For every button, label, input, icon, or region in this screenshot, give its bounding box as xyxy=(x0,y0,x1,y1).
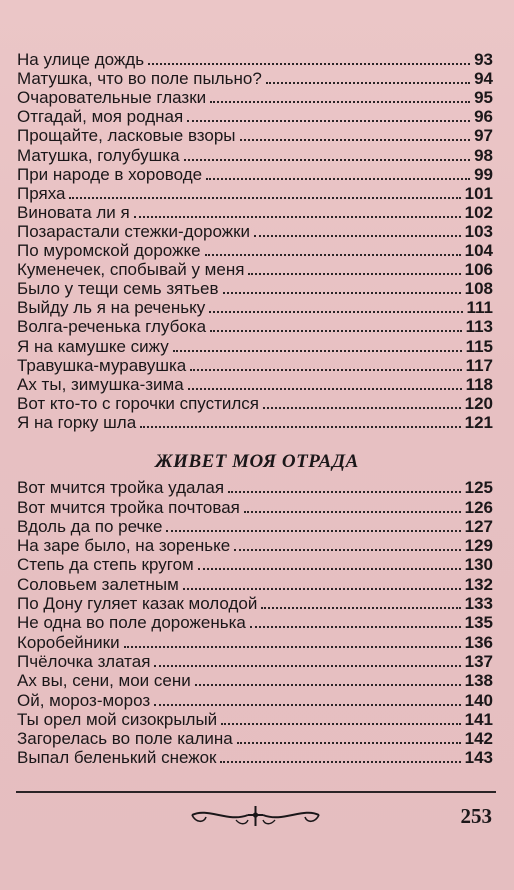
toc-entry-page: 106 xyxy=(464,260,493,280)
dot-leader xyxy=(220,760,460,763)
toc-entry xyxy=(17,317,493,336)
toc-entry-title: Отгадай, моя родная xyxy=(17,107,184,127)
toc-entry xyxy=(17,203,493,222)
toc-entry-page: 120 xyxy=(464,393,493,413)
toc-entry-page: 101 xyxy=(464,183,493,203)
dot-leader xyxy=(154,664,460,667)
toc-entry-page: 117 xyxy=(465,355,493,375)
toc-entry-page: 126 xyxy=(464,497,493,517)
toc-entry-title: Соловьем залетным xyxy=(17,574,179,594)
toc-entry-page: 99 xyxy=(474,164,493,184)
toc-entry xyxy=(17,478,493,497)
toc-entry-title: Ой, мороз-мороз xyxy=(17,690,151,710)
dot-leader xyxy=(248,272,460,275)
toc-entry-title: Я на камушке сижу xyxy=(17,336,169,356)
toc-entry-title: Степь да степь кругом xyxy=(17,555,194,575)
dot-leader xyxy=(237,741,461,744)
dot-leader xyxy=(210,100,470,103)
dot-leader xyxy=(250,625,461,628)
dot-leader xyxy=(195,683,461,686)
toc-entry-title: Пчёлочка златая xyxy=(17,651,151,671)
dot-leader xyxy=(263,406,461,409)
toc-entry-title: Позарастали стежки-дорожки xyxy=(17,221,251,241)
toc-entry xyxy=(17,88,493,107)
dot-leader xyxy=(184,158,471,161)
toc-entry-page: 138 xyxy=(464,671,493,691)
toc-entry xyxy=(17,69,493,88)
toc-entry-title: Пряха xyxy=(17,183,66,203)
toc-entry xyxy=(17,394,493,413)
toc-entry-page: 143 xyxy=(464,748,493,768)
toc-entry xyxy=(17,184,493,203)
toc-entry xyxy=(17,298,493,317)
toc-entry-page: 111 xyxy=(466,298,493,318)
toc-entry-title: Было у тещи семь зятьев xyxy=(17,279,219,299)
toc-entry-title: Вдоль да по речке xyxy=(17,516,163,536)
toc-entry xyxy=(17,145,493,164)
toc-entry-page: 108 xyxy=(464,279,493,299)
toc-entry-title: Матушка, что во поле пыльно? xyxy=(17,69,262,89)
dot-leader xyxy=(234,548,460,551)
toc-entry xyxy=(17,555,493,574)
dot-leader xyxy=(183,587,461,590)
toc-entry-page: 142 xyxy=(464,729,493,749)
page-number: 253 xyxy=(460,804,492,828)
toc-entry-title: На улице дождь xyxy=(17,50,145,70)
dot-leader xyxy=(244,510,461,513)
table-of-contents xyxy=(17,50,493,432)
toc-entry xyxy=(17,375,493,394)
footer-rule xyxy=(16,791,496,793)
toc-entry-page: 125 xyxy=(464,478,493,498)
toc-entry-title: Волга-реченька глубока xyxy=(17,317,207,337)
dot-leader xyxy=(124,645,461,648)
dot-leader xyxy=(206,177,470,180)
toc-entry-title: Виновата ли я xyxy=(17,202,130,222)
dot-leader xyxy=(173,349,462,352)
dot-leader xyxy=(261,606,460,609)
toc-entry-title: Выйду ль я на реченьку xyxy=(17,298,206,318)
dot-leader xyxy=(198,567,461,570)
toc-entry xyxy=(17,710,493,729)
toc-entry xyxy=(17,613,493,632)
toc-entry-page: 96 xyxy=(474,107,493,127)
dot-leader xyxy=(240,138,471,141)
dot-leader xyxy=(221,722,460,725)
toc-entry-page: 135 xyxy=(464,613,493,633)
toc-entry xyxy=(17,594,493,613)
dot-leader xyxy=(190,368,461,371)
toc-entry xyxy=(17,413,493,432)
toc-entry-title: При народе в хороводе xyxy=(17,164,203,184)
toc-entry-title: Выпал беленький снежок xyxy=(17,748,217,768)
toc-entry-title: Не одна во поле дороженька xyxy=(17,613,246,633)
toc-entry-title: По муромской дорожке xyxy=(17,241,201,261)
toc-entry xyxy=(17,107,493,126)
dot-leader xyxy=(69,196,460,199)
toc-entry xyxy=(17,336,493,355)
toc-entry-page: 127 xyxy=(464,516,493,536)
toc-entry-page: 102 xyxy=(464,202,493,222)
dot-leader xyxy=(266,81,470,84)
table-of-contents-section xyxy=(17,478,493,767)
toc-entry-title: Коробейники xyxy=(17,632,120,652)
toc-entry xyxy=(17,652,493,671)
toc-entry-page: 129 xyxy=(464,536,493,556)
dot-leader xyxy=(223,291,461,294)
toc-entry-title: Матушка, голубушка xyxy=(17,145,180,165)
toc-entry-title: Куменечек, спобывай у меня xyxy=(17,260,245,280)
toc-entry-title: Я на горку шла xyxy=(17,412,137,432)
toc-entry xyxy=(17,690,493,709)
dot-leader xyxy=(209,310,462,313)
toc-entry xyxy=(17,356,493,375)
toc-entry-page: 137 xyxy=(464,651,493,671)
section-heading: ЖИВЕТ МОЯ ОТРАДА xyxy=(155,451,359,472)
toc-entry-page: 113 xyxy=(465,317,493,337)
toc-entry-page: 141 xyxy=(464,709,493,729)
toc-entry xyxy=(17,260,493,279)
toc-entry-title: Загорелась во поле калина xyxy=(17,729,233,749)
toc-entry-title: Очаровательные глазки xyxy=(17,88,207,108)
toc-entry-page: 132 xyxy=(464,574,493,594)
toc-entry-title: Ты орел мой сизокрылый xyxy=(17,709,218,729)
dot-leader xyxy=(254,234,461,237)
toc-entry-page: 115 xyxy=(465,336,493,356)
toc-entry-page: 97 xyxy=(474,126,493,146)
toc-entry-page: 98 xyxy=(474,145,493,165)
toc-entry xyxy=(17,279,493,298)
toc-entry-title: Травушка-муравушка xyxy=(17,355,187,375)
dot-leader xyxy=(187,119,470,122)
toc-entry-page: 121 xyxy=(464,412,493,432)
toc-entry-page: 136 xyxy=(464,632,493,652)
toc-entry-page: 103 xyxy=(464,221,493,241)
toc-entry xyxy=(17,671,493,690)
toc-entry xyxy=(17,574,493,593)
dot-leader xyxy=(188,387,462,390)
toc-entry xyxy=(17,517,493,536)
toc-entry-page: 95 xyxy=(474,88,493,108)
toc-entry xyxy=(17,50,493,69)
toc-entry-page: 133 xyxy=(464,594,493,614)
dot-leader xyxy=(228,490,461,493)
toc-entry-page: 130 xyxy=(464,555,493,575)
flourish-ornament-icon xyxy=(188,803,323,829)
toc-entry-title: На заре было, на зореньке xyxy=(17,536,231,556)
toc-entry-title: Прощайте, ласковые взоры xyxy=(17,126,236,146)
dot-leader xyxy=(166,529,460,532)
dot-leader xyxy=(140,425,460,428)
toc-entry-title: Вот кто-то с горочки спустился xyxy=(17,393,260,413)
toc-entry xyxy=(17,729,493,748)
toc-entry xyxy=(17,536,493,555)
toc-entry xyxy=(17,632,493,651)
toc-entry xyxy=(17,497,493,516)
dot-leader xyxy=(205,253,461,256)
toc-entry-page: 93 xyxy=(474,50,493,70)
toc-entry-title: Ах вы, сени, мои сени xyxy=(17,671,191,691)
toc-entry-page: 94 xyxy=(474,69,493,89)
toc-entry-page: 118 xyxy=(465,374,493,394)
dot-leader xyxy=(210,329,461,332)
toc-entry-title: Вот мчится тройка удалая xyxy=(17,478,225,498)
toc-entry xyxy=(17,165,493,184)
toc-entry xyxy=(17,126,493,145)
toc-entry-page: 104 xyxy=(464,241,493,261)
dot-leader xyxy=(148,62,470,65)
toc-entry-title: Ах ты, зимушка-зима xyxy=(17,374,184,394)
toc-entry xyxy=(17,748,493,767)
toc-entry-title: По Дону гуляет казак молодой xyxy=(17,594,258,614)
toc-entry-title: Вот мчится тройка почтовая xyxy=(17,497,240,517)
toc-entry xyxy=(17,241,493,260)
toc-entry xyxy=(17,222,493,241)
dot-leader xyxy=(154,703,460,706)
dot-leader xyxy=(134,215,461,218)
toc-entry-page: 140 xyxy=(464,690,493,710)
